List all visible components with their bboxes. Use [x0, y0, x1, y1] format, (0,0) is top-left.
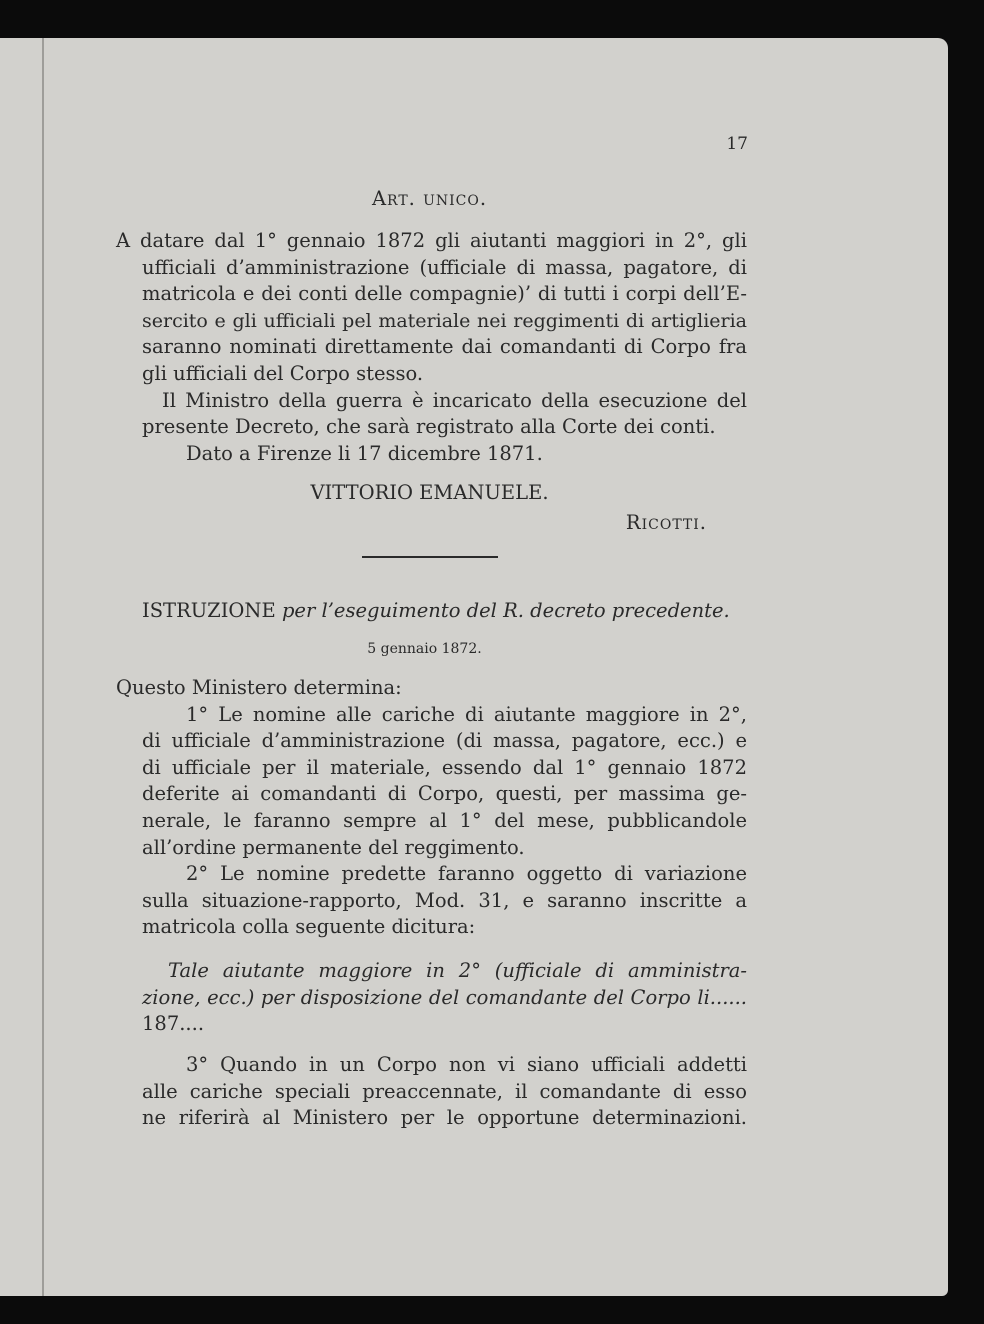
formula-block — [142, 958, 747, 1038]
article-line: Il Ministro della guerra è incaricato della esecuzione del — [162, 388, 747, 412]
signature-king-block — [142, 480, 747, 507]
page-number: 17 — [726, 134, 748, 154]
instruction-date-block — [142, 636, 747, 663]
article-line: Dato a Firenze li 17 dicembre 1871. — [186, 441, 543, 465]
signature-minister-block — [142, 510, 747, 537]
instruction-date: 5 gennaio 1872. — [367, 641, 482, 657]
article-line: A datare dal 1° gennaio 1872 gli aiutanti maggiori in 2°, gli — [116, 229, 747, 252]
instruction-body — [116, 675, 747, 941]
para2-line: 2° Le nomine predette faranno oggetto di variazione — [186, 862, 747, 886]
instruction-title-italic: per l’eseguimento del R. decreto precedente. — [281, 599, 730, 622]
intro-line: Questo Ministero determina: — [116, 676, 402, 699]
article-line: matricola e dei conti delle compagnie)’ di tutti i corpi dell’E- — [142, 282, 747, 306]
para1-line: di ufficiale d’amministrazione (di massa, pagatore, ecc.) e — [142, 729, 747, 753]
para3-line: alle cariche speciali preaccennate, il comandante di esso — [142, 1079, 747, 1103]
formula-line: 187.... — [142, 1012, 205, 1036]
para3-block — [142, 1052, 747, 1132]
para1-line: nerale, le faranno sempre al 1° del mese, pubblicandole — [142, 808, 747, 832]
article-line: gli ufficiali del Corpo stesso. — [142, 361, 424, 385]
document-page — [0, 38, 948, 1296]
instruction-title — [142, 598, 747, 625]
para1-line: 1° Le nomine alle cariche di aiutante maggiore in 2°, — [186, 702, 747, 726]
instruction-title-caps: ISTRUZIONE — [142, 599, 276, 622]
article-body — [116, 228, 747, 467]
para1-line: all’ordine permanente del reggimento. — [142, 835, 525, 859]
para2-line: matricola colla seguente dicitura: — [142, 915, 476, 939]
para3-line: ne riferirà al Ministero per le opportune determinazioni. — [142, 1106, 747, 1130]
article-line: sercito e gli ufficiali pel materiale nei reggimenti di artiglieria — [142, 309, 747, 332]
instruction-title-block — [142, 598, 747, 625]
para1-line: di ufficiale per il materiale, essendo dal 1° gennaio 1872 — [142, 755, 747, 779]
para2-line: sulla situazione-rapporto, Mod. 31, e saranno inscritte a — [142, 888, 747, 912]
page-fold-line — [42, 38, 44, 1296]
signature-king: VITTORIO EMANUELE. — [310, 481, 549, 504]
article-heading-block — [142, 186, 747, 213]
formula-line: Tale aiutante maggiore in 2° (ufficiale di amministra- — [168, 959, 747, 982]
article-heading: Art. unico. — [371, 187, 488, 210]
para1-line: deferite ai comandanti di Corpo, questi, per massima ge- — [142, 782, 747, 806]
formula-line: zione, ecc.) per disposizione del comandante del Corpo li...... — [142, 985, 747, 1009]
article-line: presente Decreto, che sarà registrato alla Corte dei conti. — [142, 415, 716, 439]
signature-minister: Ricotti. — [625, 511, 707, 534]
article-line: saranno nominati direttamente dai comandanti di Corpo fra — [142, 335, 747, 359]
article-line: ufficiali d’amministrazione (ufficiale di massa, pagatore, di — [142, 255, 747, 279]
para3-line: 3° Quando in un Corpo non vi siano ufficiali addetti — [186, 1053, 747, 1076]
separator-rule — [362, 556, 498, 558]
